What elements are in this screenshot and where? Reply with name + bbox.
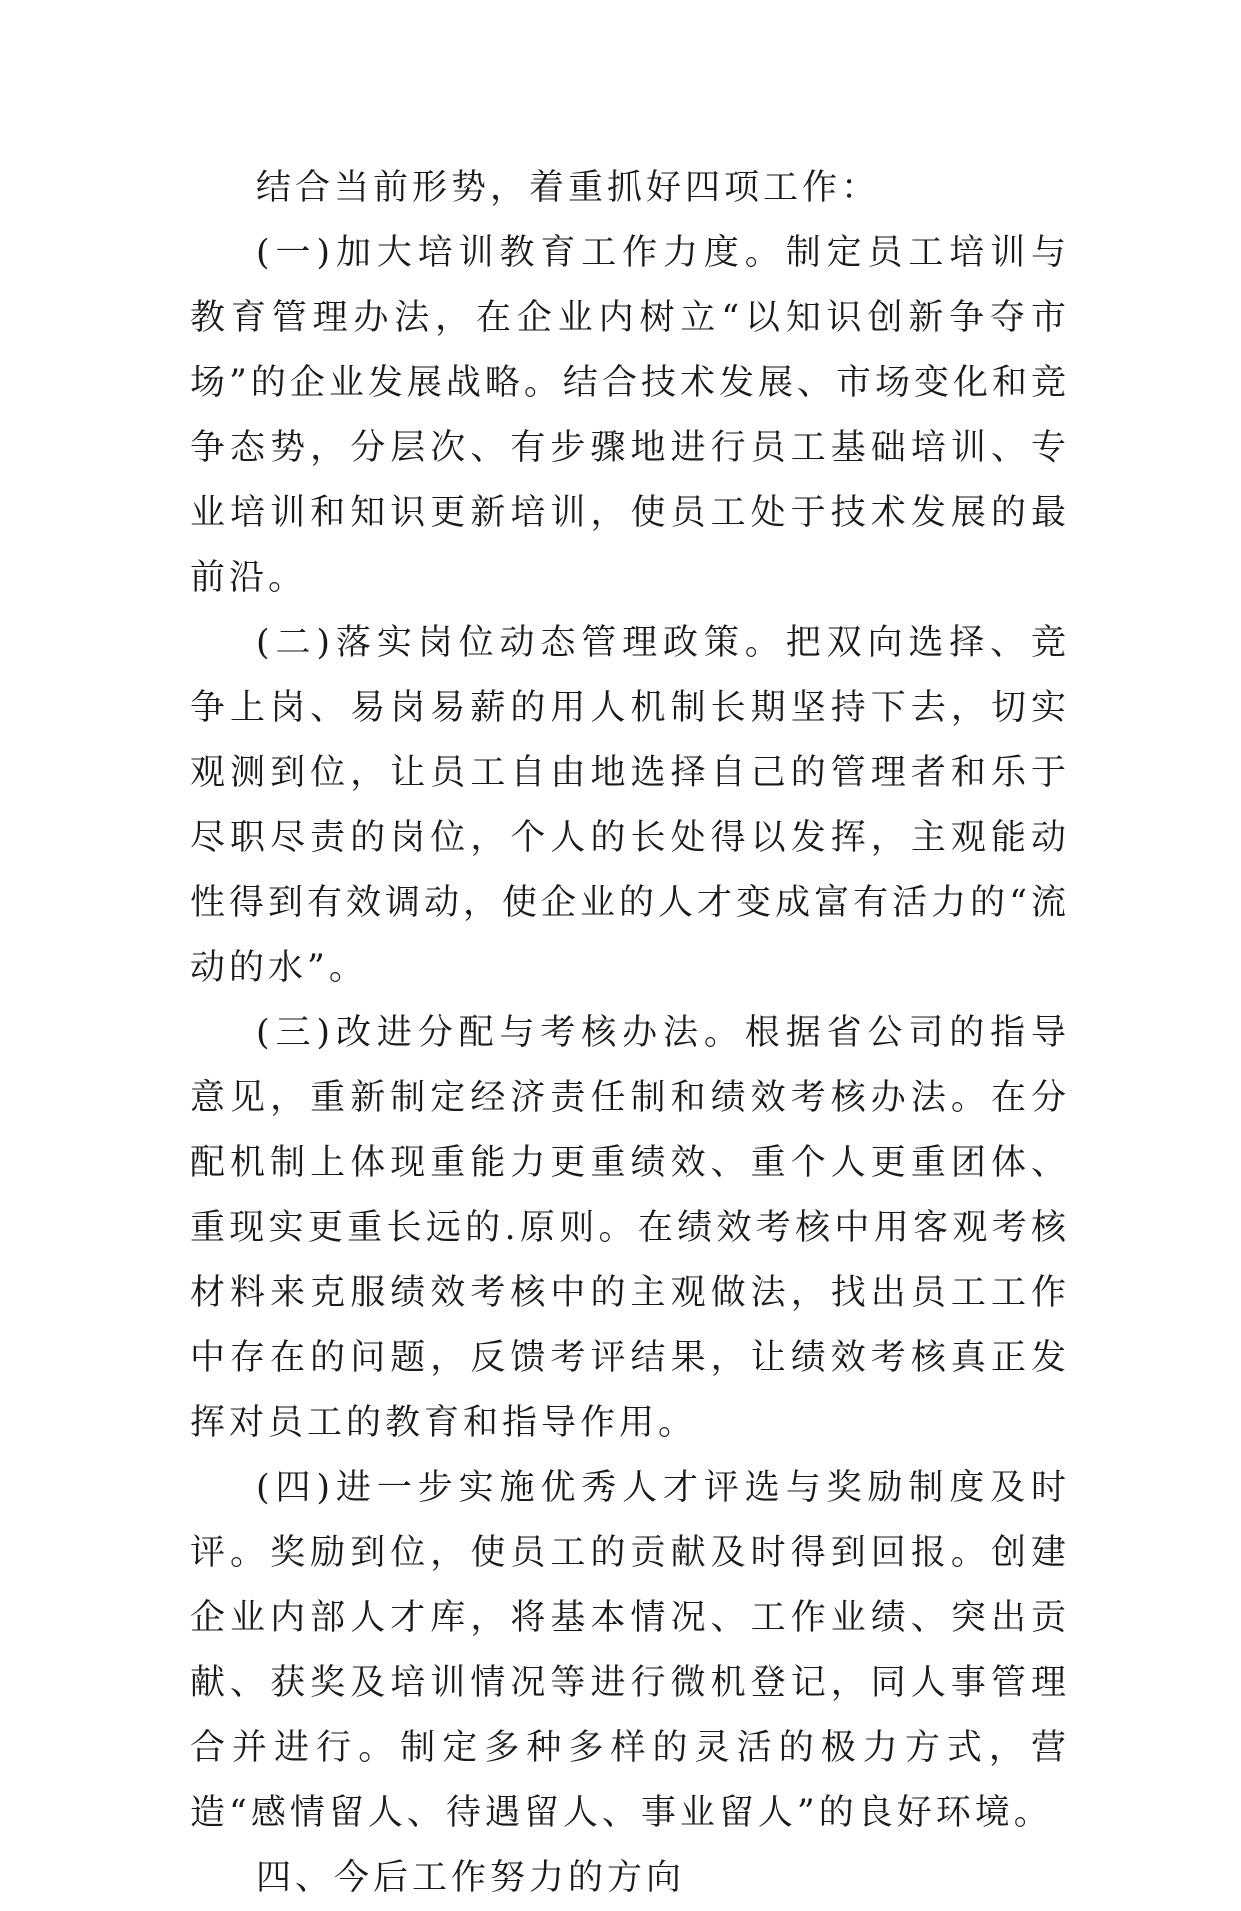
document-body bbox=[190, 156, 1070, 1911]
paragraph-item-2: (二)落实岗位动态管理政策。把双向选择、竞争上岗、易岗易薪的用人机制长期坚持下去，切实观测到位，让员工自由地选择自己的管理者和乐于尽职尽责的岗位，个人的长处得以发挥，主观能动性得到有效调动，使企业的人才变成富有活力的“流动的水”。 bbox=[190, 623, 1070, 988]
paragraph-intro: 结合当前形势，着重抓好四项工作： bbox=[256, 168, 881, 208]
section-heading: 四、今后工作努力的方向 bbox=[256, 1858, 686, 1898]
paragraph-item-1: (一)加大培训教育工作力度。制定员工培训与教育管理办法，在企业内树立“以知识创新争夺市场”的企业发展战略。结合技术发展、市场变化和竞争态势，分层次、有步骤地进行员工基础培训、专业培训和知识更新培训，使员工处于技术发展的最前沿。 bbox=[190, 233, 1070, 598]
paragraph-item-4: (四)进一步实施优秀人才评选与奖励制度及时评。奖励到位，使员工的贡献及时得到回报。创建企业内部人才库，将基本情况、工作业绩、突出贡献、获奖及培训情况等进行微机登记，同人事管理合并进行。制定多种多样的灵活的极力方式，营造“感情留人、待遇留人、事业留人”的良好环境。 bbox=[190, 1468, 1070, 1833]
paragraph-item-3: (三)改进分配与考核办法。根据省公司的指导意见，重新制定经济责任制和绩效考核办法。在分配机制上体现重能力更重绩效、重个人更重团体、重现实更重长远的.原则。在绩效考核中用客观考核材料来克服绩效考核中的主观做法，找出员工工作中存在的问题，反馈考评结果，让绩效考核真正发挥对员工的教育和指导作用。 bbox=[190, 1013, 1070, 1443]
